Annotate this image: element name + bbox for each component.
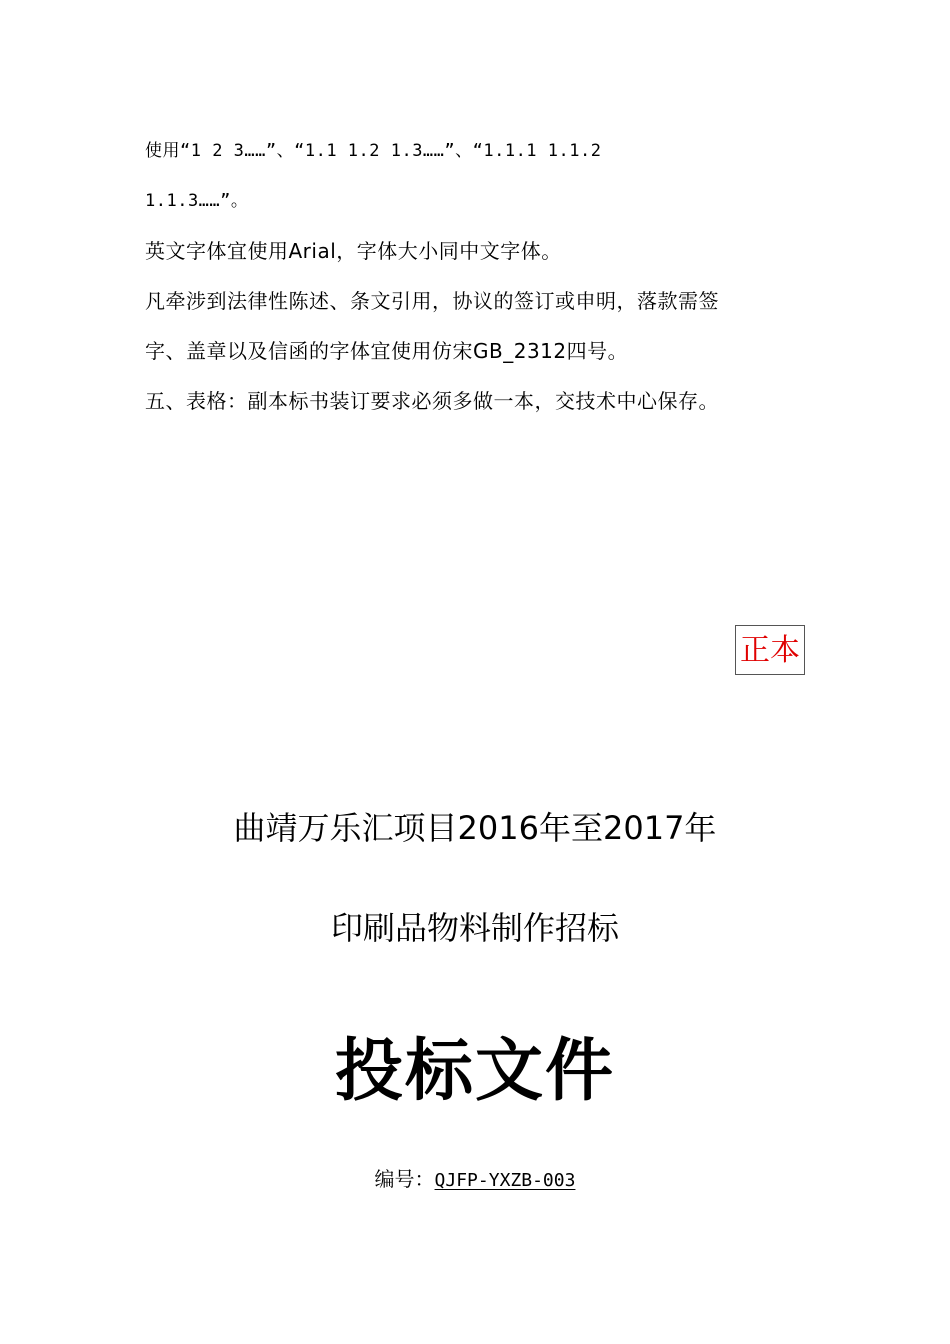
cover-title-line-2: 印刷品物料制作招标 — [330, 909, 619, 947]
instruction-line-6: 五、表格：副本标书装订要求必须多做一本，交技术中心保存。 — [145, 389, 719, 413]
instruction-line-4: 凡牵涉到法律性陈述、条文引用，协议的签订或申明，落款需签 — [145, 289, 719, 313]
instruction-line-5: 字、盖章以及信函的字体宜使用仿宋GB_2312四号。 — [145, 339, 629, 363]
document-number — [0, 1164, 950, 1196]
cover-title-line-1: 曲靖万乐汇项目2016年至2017年 — [233, 809, 717, 847]
instruction-line-1: 使用“1 2 3……”、“1.1 1.2 1.3……”、“1.1.1 1.1.2 — [145, 141, 602, 161]
instruction-line-3: 英文字体宜使用Arial，字体大小同中文字体。 — [145, 239, 562, 263]
document-number-value: QJFP-YXZB-003 — [434, 1170, 576, 1191]
cover-main-title: 投标文件 — [334, 1032, 615, 1111]
document-number-label: 编号： — [374, 1167, 435, 1191]
original-copy-stamp: 正本 — [735, 625, 805, 675]
instruction-line-2: 1.1.3……”。 — [145, 191, 249, 211]
